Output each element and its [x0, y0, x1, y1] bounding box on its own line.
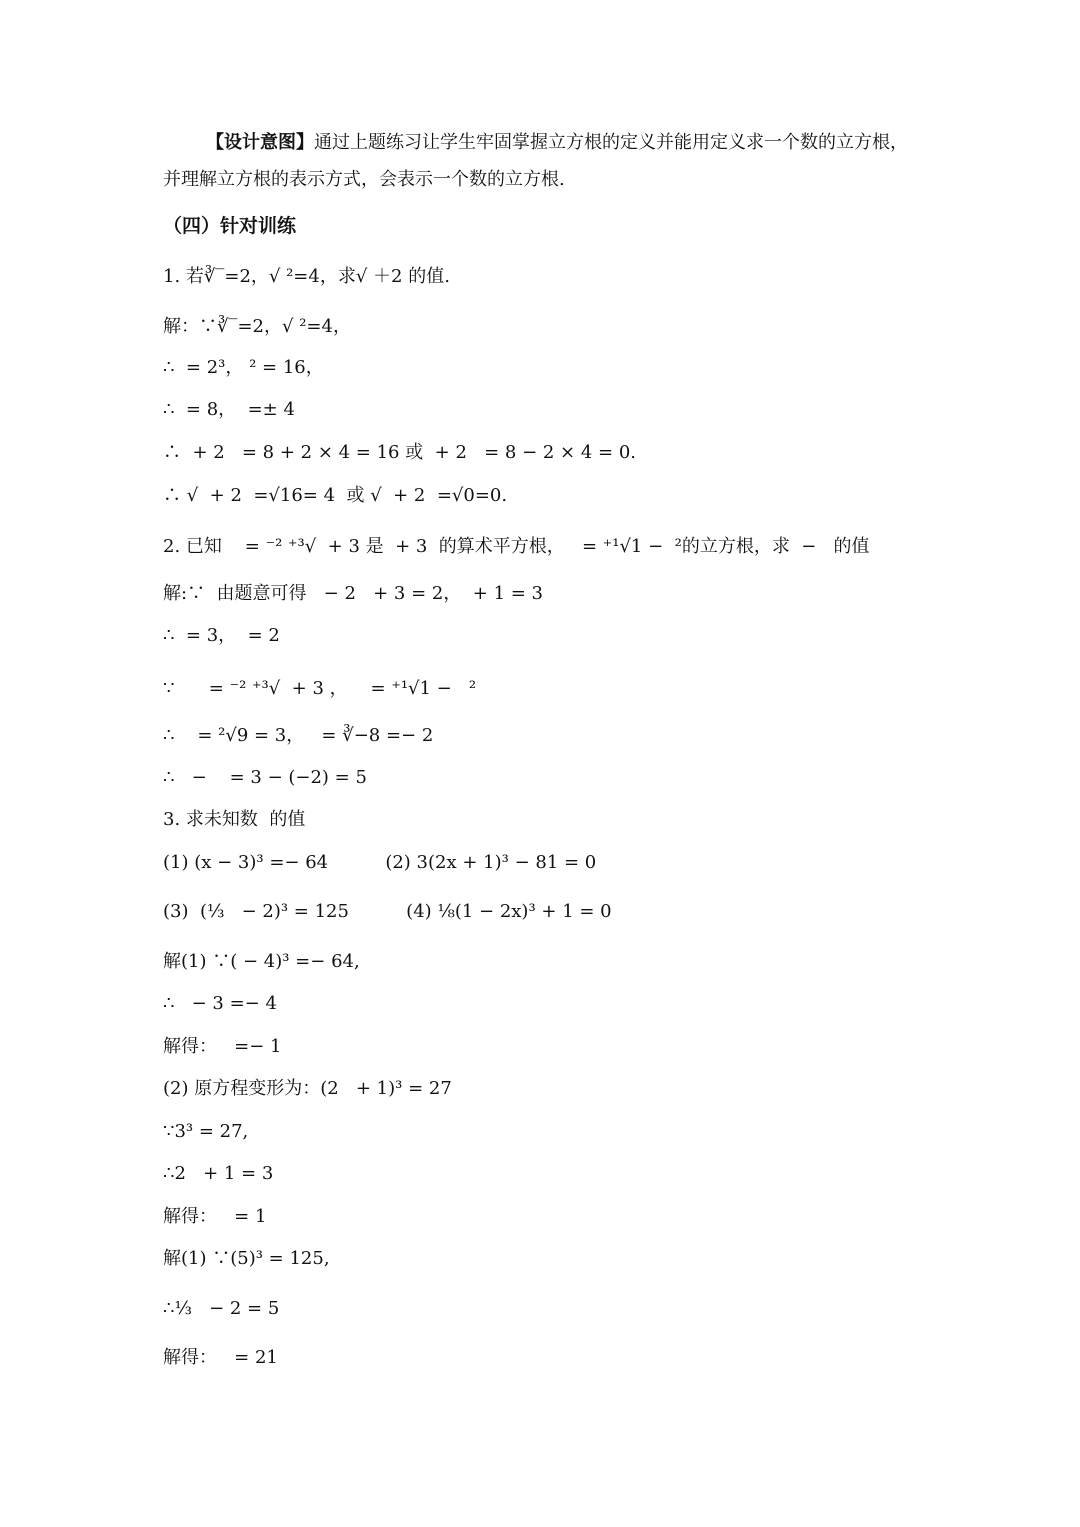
section-title: （四）针对训练: [163, 215, 297, 237]
math-line: 3. 求未知数 的值: [163, 809, 306, 830]
math-line: 解得： =− 1: [163, 1036, 282, 1057]
math-line: ∴ = 3， = 2: [163, 625, 280, 646]
math-line: 解(1) ∵( − 4)³ =− 64,: [163, 951, 360, 972]
math-line: ∴ − 3 =− 4: [163, 993, 277, 1014]
math-line: 解：∵∛‾=2，√ ²=4，: [163, 316, 351, 337]
math-line: ∴ = ²√9 = 3， = ∛−8 =− 2: [163, 725, 434, 746]
math-line: 2. 已知 = ⁻² ⁺³√ + 3 是 + 3 的算术平方根， = ⁺¹√1 − ²的立方根，求 − 的值: [163, 536, 870, 557]
math-line: 解得： = 1: [163, 1206, 267, 1227]
design-intent-label: 【设计意图】: [206, 132, 314, 153]
math-line: 解:∵ 由题意可得 − 2 + 3 = 2， + 1 = 3: [163, 583, 544, 604]
math-line: (3) (⅓ − 2)³ = 125 (4) ⅛(1 − 2x)³ + 1 = 0: [163, 901, 612, 922]
math-line: ∴2 + 1 = 3: [163, 1163, 274, 1184]
design-intent-line2: 并理解立方根的表示方式，会表示一个数的立方根.: [163, 169, 565, 190]
math-line: ∴ = 2³， ² = 16，: [163, 357, 324, 378]
math-line: ∵3³ = 27,: [163, 1121, 249, 1142]
math-line: 1. 若∛‾=2，√ ²=4，求√ ＋2 的值.: [163, 266, 450, 287]
math-line: (2) 原方程变形为：(2 + 1)³ = 27: [163, 1078, 452, 1099]
math-line: ∴ − = 3 − (−2) = 5: [163, 767, 367, 788]
math-line: 解(1) ∵(5)³ = 125,: [163, 1248, 330, 1269]
math-line: ∴ = 8， =± 4: [163, 399, 295, 420]
math-line: ∵ = ⁻² ⁺³√ + 3 ， = ⁺¹√1 − ²: [163, 678, 477, 699]
math-line: ∴ √ + 2 =√16= 4 或 √ + 2 =√0=0.: [163, 485, 508, 506]
design-intent-text: 通过上题练习让学生牢固掌握立方根的定义并能用定义求一个数的立方根，: [314, 132, 908, 153]
math-line: 解得： = 21: [163, 1347, 278, 1368]
design-intent-line1: [206, 131, 908, 155]
math-line: ∴ + 2 = 8 + 2 × 4 = 16 或 + 2 = 8 − 2 × 4 = 0.: [163, 442, 637, 463]
math-line: (1) (x − 3)³ =− 64 (2) 3(2x + 1)³ − 81 = 0: [163, 852, 597, 873]
math-line: ∴⅓ − 2 = 5: [163, 1298, 280, 1319]
